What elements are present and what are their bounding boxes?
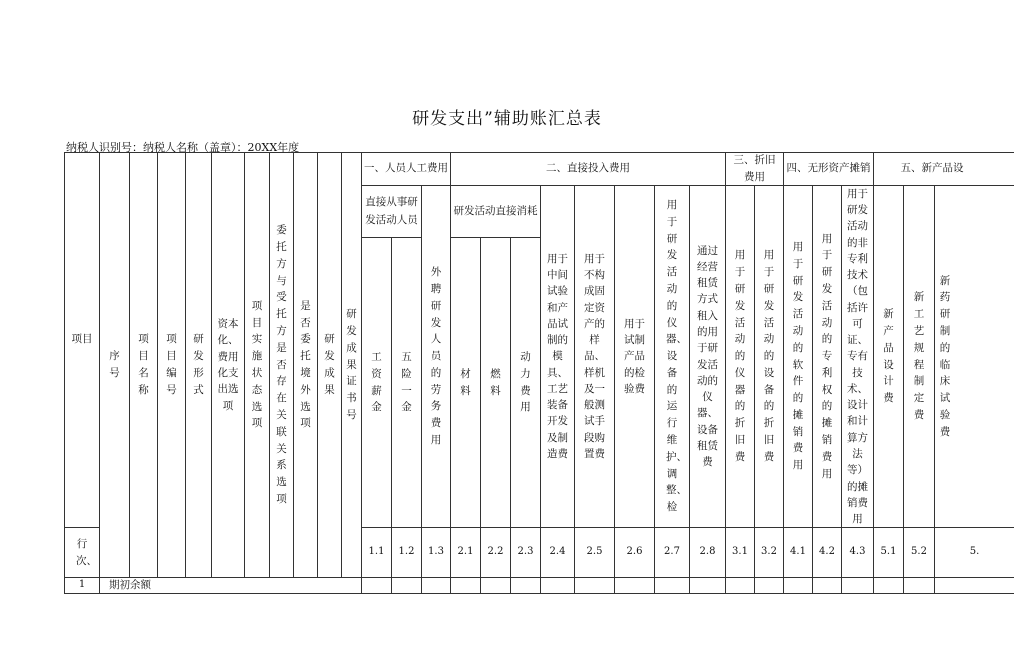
column-code: 2.1	[450, 527, 480, 577]
data-cell[interactable]	[480, 577, 510, 594]
column-code: 4.2	[812, 527, 841, 577]
group-new-product: 五、新产品设	[873, 152, 1014, 185]
column-code: 2.8	[689, 527, 725, 577]
header-mold: 用于中间试验和产品试制的模具、工艺装备开发及制造费	[540, 185, 574, 527]
column-code: 4.1	[783, 527, 812, 577]
data-cell[interactable]	[783, 577, 812, 594]
column-code: 2.7	[654, 527, 689, 577]
header-serial: 序号	[99, 152, 129, 577]
data-cell[interactable]	[540, 577, 574, 594]
data-cell[interactable]	[391, 577, 421, 594]
data-cell[interactable]	[841, 577, 873, 594]
column-code: 1.1	[361, 527, 391, 577]
header-salary: 工资薪金	[361, 237, 391, 527]
header-item: 项目	[64, 152, 99, 527]
header-project-name: 项目名称	[129, 152, 157, 577]
column-code: 4.3	[841, 527, 873, 577]
header-dep-instrument: 用于研发活动的仪器的折旧费	[725, 185, 754, 527]
data-cell[interactable]	[450, 577, 480, 594]
data-cell[interactable]	[934, 577, 1014, 594]
data-cell[interactable]	[654, 577, 689, 594]
header-amort-software: 用于研发活动的软件的摊销费用	[783, 185, 812, 527]
header-amort-patent: 用于研发活动的专利权的摊销费用	[812, 185, 841, 527]
header-cap-exp: 资本化、费用化支出选项	[211, 152, 244, 577]
group-amortization: 四、无形资产摊销	[783, 152, 873, 185]
header-insurance: 五险一金	[391, 237, 421, 527]
column-code: 3.2	[754, 527, 783, 577]
column-code: 2.5	[574, 527, 614, 577]
row-label: 期初余额	[99, 577, 361, 594]
column-code: 5.1	[873, 527, 903, 577]
column-code: 3.1	[725, 527, 754, 577]
data-cell[interactable]	[421, 577, 450, 594]
header-project-code: 项目编号	[157, 152, 185, 577]
taxpayer-line: 纳税人识别号：纳税人名称（盖章）：20XX年度	[66, 141, 300, 154]
data-cell[interactable]	[614, 577, 654, 594]
data-cell[interactable]	[574, 577, 614, 594]
data-cell[interactable]	[903, 577, 934, 594]
group-labor: 一、人员人工费用	[361, 152, 450, 185]
data-cell[interactable]	[873, 577, 903, 594]
header-dep-equipment: 用于研发活动的设备的折旧费	[754, 185, 783, 527]
column-code: 1.2	[391, 527, 421, 577]
column-code: 2.6	[614, 527, 654, 577]
header-maintenance: 用于研发活动的仪器、设备的运行维护、调整、检	[654, 185, 689, 527]
header-staff-direct: 直接从事研发活动人员	[361, 185, 421, 237]
page-title: 研发支出”辅助账汇总表	[412, 109, 602, 129]
column-code: 5.2	[903, 527, 934, 577]
column-code: 2.3	[510, 527, 540, 577]
data-cell[interactable]	[689, 577, 725, 594]
header-lease: 通过经营租赁方式租入的用于研发活动的仪器、设备租赁费	[689, 185, 725, 527]
header-certificate: 研发成果证书号	[341, 152, 361, 577]
header-new-process: 新工艺规程制定费	[903, 185, 934, 527]
data-cell[interactable]	[812, 577, 841, 594]
data-cell[interactable]	[725, 577, 754, 594]
header-consume: 研发活动直接消耗	[450, 185, 540, 237]
summary-table	[64, 152, 1014, 594]
header-amort-nonpatent: 用于研发活动的非专利技术（包括许可证、专有技术、设计和计算方法等）的摊销费用	[841, 185, 873, 527]
row-number: 1	[64, 577, 99, 594]
data-cell[interactable]	[361, 577, 391, 594]
header-rd-form: 研发形式	[185, 152, 211, 577]
group-depreciation: 三、折旧费用	[725, 152, 783, 185]
header-sample: 用于不构成固定资产的样品、样机及一般测试手段购置费	[574, 185, 614, 527]
data-cell[interactable]	[754, 577, 783, 594]
header-result: 研发成果	[317, 152, 341, 577]
header-new-drug: 新药研制的临床试验费	[934, 185, 1014, 527]
column-code: 2.2	[480, 527, 510, 577]
column-code: 2.4	[540, 527, 574, 577]
header-fuel: 燃料	[480, 237, 510, 527]
header-new-product: 新产品设计费	[873, 185, 903, 527]
column-code: 5.	[934, 527, 1014, 577]
header-inspection: 用于试制产品的检验费	[614, 185, 654, 527]
header-status: 项目实施状态选项	[244, 152, 269, 577]
column-code: 1.3	[421, 527, 450, 577]
data-cell[interactable]	[510, 577, 540, 594]
header-overseas: 是否委托境外选项	[293, 152, 317, 577]
header-row-index: 行次、	[64, 527, 99, 577]
header-materials: 材料	[450, 237, 480, 527]
header-outsourced-labor: 外聘研发人员的劳务费用	[421, 185, 450, 527]
header-related: 委托方与受托方是否存在关联关系选项	[269, 152, 293, 577]
header-power: 动力费用	[510, 237, 540, 527]
group-direct: 二、直接投入费用	[450, 152, 725, 185]
